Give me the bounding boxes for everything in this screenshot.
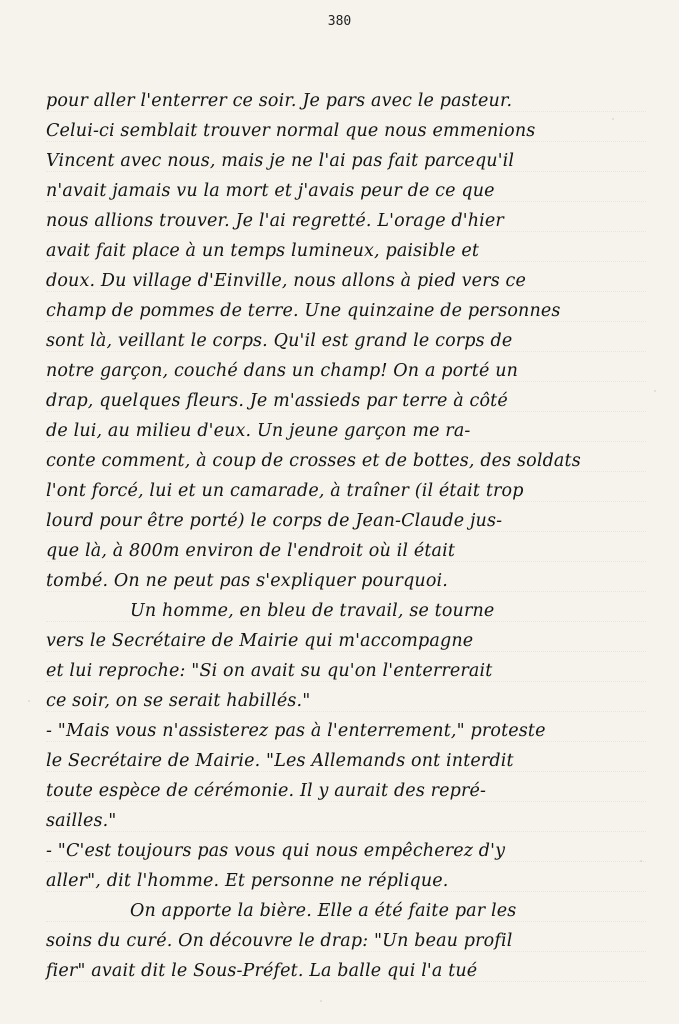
manuscript-line: n'avait jamais vu la mort et j'avais peur de ce que — [46, 176, 646, 206]
manuscript-line: toute espèce de cérémonie. Il y aurait des repré- — [46, 776, 646, 806]
manuscript-line: Celui-ci semblait trouver normal que nous emmenions — [46, 116, 646, 146]
paper-speckle — [640, 860, 642, 862]
manuscript-line: tombé. On ne peut pas s'expliquer pourquoi. — [46, 566, 646, 596]
manuscript-line: sont là, veillant le corps. Qu'il est grand le corps de — [46, 326, 646, 356]
paper-speckle — [612, 118, 614, 120]
paper-speckle — [654, 390, 656, 392]
manuscript-line: vers le Secrétaire de Mairie qui m'accompagne — [46, 626, 646, 656]
manuscript-line: On apporte la bière. Elle a été faite par les — [46, 896, 646, 926]
manuscript-line: conte comment, à coup de crosses et de bottes, des soldats — [46, 446, 646, 476]
manuscript-line: pour aller l'enterrer ce soir. Je pars avec le pasteur. — [46, 86, 646, 116]
page-number: 380 — [327, 14, 352, 29]
manuscript-line: Un homme, en bleu de travail, se tourne — [46, 596, 646, 626]
manuscript-line: ce soir, on se serait habillés." — [46, 686, 646, 716]
paper-speckle — [320, 1000, 322, 1002]
manuscript-line: - "Mais vous n'assisterez pas à l'enterrement," proteste — [46, 716, 646, 746]
manuscript-line: le Secrétaire de Mairie. "Les Allemands ont interdit — [46, 746, 646, 776]
manuscript-line: champ de pommes de terre. Une quinzaine de personnes — [46, 296, 646, 326]
manuscript-line: fier" avait dit le Sous-Préfet. La balle qui l'a tué — [46, 956, 646, 986]
manuscript-line: avait fait place à un temps lumineux, paisible et — [46, 236, 646, 266]
manuscript-line: que là, à 800m environ de l'endroit où il était — [46, 536, 646, 566]
manuscript-line: soins du curé. On découvre le drap: "Un beau profil — [46, 926, 646, 956]
manuscript-line: l'ont forcé, lui et un camarade, à traîner (il était trop — [46, 476, 646, 506]
manuscript-line: doux. Du village d'Einville, nous allons à pied vers ce — [46, 266, 646, 296]
manuscript-line: - "C'est toujours pas vous qui nous empêcherez d'y — [46, 836, 646, 866]
manuscript-line: nous allions trouver. Je l'ai regretté. L'orage d'hier — [46, 206, 646, 236]
handwritten-text-body — [46, 86, 646, 986]
manuscript-line: Vincent avec nous, mais je ne l'ai pas fait parcequ'il — [46, 146, 646, 176]
paper-speckle — [28, 700, 30, 702]
manuscript-line: de lui, au milieu d'eux. Un jeune garçon me ra- — [46, 416, 646, 446]
manuscript-line: sailles." — [46, 806, 646, 836]
manuscript-line: lourd pour être porté) le corps de Jean-Claude jus- — [46, 506, 646, 536]
manuscript-line: et lui reproche: "Si on avait su qu'on l'enterrerait — [46, 656, 646, 686]
manuscript-line: notre garçon, couché dans un champ! On a porté un — [46, 356, 646, 386]
manuscript-line: aller", dit l'homme. Et personne ne réplique. — [46, 866, 646, 896]
manuscript-line: drap, quelques fleurs. Je m'assieds par terre à côté — [46, 386, 646, 416]
